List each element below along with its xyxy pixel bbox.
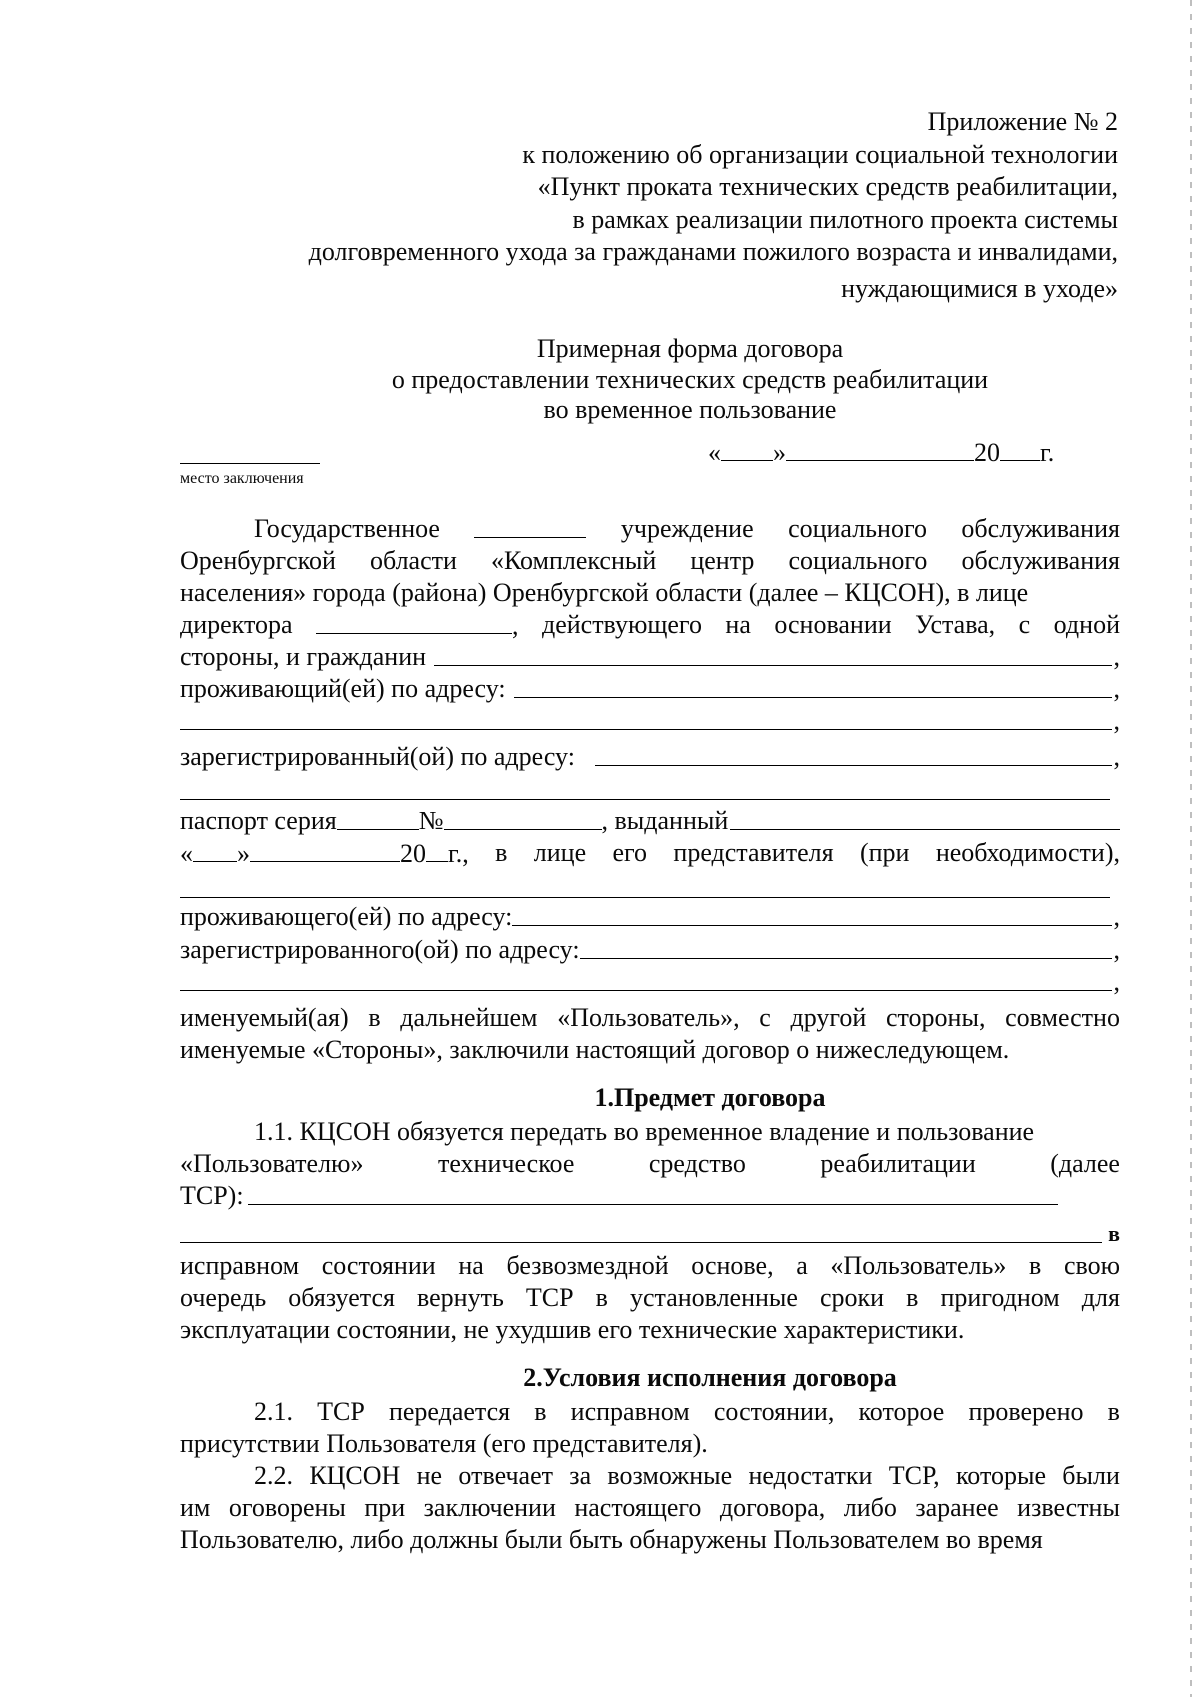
- comma: ,: [1113, 935, 1120, 964]
- word: действующего: [541, 610, 702, 639]
- rep-registration-blank-2: [180, 966, 1112, 991]
- year-prefix: 20: [974, 438, 1000, 467]
- word: обслуживания: [961, 514, 1120, 543]
- word: стороны,: [886, 1003, 986, 1032]
- word: для: [1081, 1283, 1120, 1312]
- word: обслуживания: [961, 546, 1120, 575]
- body-line: [180, 1250, 1120, 1282]
- word: не: [416, 1461, 443, 1490]
- word: социального: [788, 546, 928, 575]
- word: Государственное: [254, 514, 440, 543]
- word: состоянии,: [713, 1397, 835, 1426]
- comma: ,: [1113, 967, 1120, 996]
- word: области: [369, 546, 457, 575]
- scan-edge: [1190, 0, 1192, 1697]
- word: реабилитации: [820, 1149, 976, 1178]
- word: которые: [955, 1461, 1046, 1490]
- word: на: [725, 610, 751, 639]
- word: возможные: [607, 1461, 733, 1490]
- residence-label: проживающий(ей) по адресу:: [180, 674, 506, 703]
- body-line: [180, 545, 1120, 577]
- tsr-name-blank-2: [180, 1218, 1102, 1243]
- word: Устава,: [915, 610, 996, 639]
- year-blank: [1000, 436, 1040, 461]
- appendix-ref-line: нуждающимися в уходе»: [841, 273, 1118, 303]
- word: именуемый(ая): [180, 1003, 349, 1032]
- year-prefix: 20: [400, 839, 426, 868]
- residence-blank-2: [180, 705, 1112, 730]
- word: договора,: [719, 1493, 826, 1522]
- word: средство: [648, 1149, 746, 1178]
- word: в: [495, 838, 508, 867]
- body-line: именуемые «Стороны», заключили настоящий договор о нижеследующем.: [180, 1035, 1010, 1064]
- representative-blank: [180, 897, 1110, 898]
- place-blank: [180, 463, 320, 464]
- word: техническое: [438, 1149, 575, 1178]
- word: ТСР: [317, 1397, 365, 1426]
- comma: ,: [1113, 902, 1120, 931]
- body-line: [180, 934, 1120, 966]
- word: основе,: [691, 1251, 774, 1280]
- rep-registration-label: зарегистрированного(ой) по адресу:: [180, 935, 580, 964]
- body-line: населения» города (района) Оренбургской области (далее – КЦСОН), в лице: [180, 578, 1029, 607]
- issued-by-blank: [730, 805, 1120, 830]
- passport-number-blank: [444, 805, 602, 830]
- comma: ,: [1113, 674, 1120, 703]
- passport-series-blank: [337, 805, 419, 830]
- year-suffix: г.,: [448, 839, 469, 868]
- body-line: [180, 673, 1120, 705]
- title-line: во временное пользование: [543, 395, 837, 424]
- comma: ,: [512, 611, 519, 640]
- comma: ,: [1113, 742, 1120, 771]
- rep-residence-label: проживающего(ей) по адресу:: [180, 902, 513, 931]
- registration-blank: [595, 741, 1112, 766]
- word: сроки: [820, 1283, 885, 1312]
- year-suffix: г.: [1040, 438, 1055, 467]
- word: лице: [533, 838, 587, 867]
- word: совместно: [1005, 1003, 1120, 1032]
- word: с: [759, 1003, 771, 1032]
- word: которое: [858, 1397, 945, 1426]
- registration-blank-2: [180, 799, 1110, 800]
- body-line: [254, 1460, 1120, 1492]
- word: дальнейшем: [400, 1003, 538, 1032]
- passport-date-group: [180, 837, 469, 870]
- body-line: [180, 966, 1120, 998]
- date-line: [708, 436, 1054, 469]
- word: свою: [1063, 1251, 1120, 1280]
- issued-label: , выданный: [601, 806, 729, 835]
- comma: ,: [1113, 706, 1120, 735]
- word: очередь: [180, 1283, 267, 1312]
- passport-year-blank: [426, 837, 448, 862]
- word: на: [458, 1251, 484, 1280]
- word: были: [1062, 1461, 1120, 1490]
- appendix-ref-line: к положению об организации социальной технологии: [522, 139, 1118, 169]
- body-line: эксплуатации состоянии, не ухудшив его технические характеристики.: [180, 1315, 965, 1344]
- word: «Пользователь»: [830, 1251, 1007, 1280]
- appendix-ref-line: «Пункт проката технических средств реабилитации,: [537, 172, 1118, 201]
- body-line: [180, 641, 1120, 673]
- word: безвозмездной: [506, 1251, 669, 1280]
- word: в: [595, 1283, 608, 1312]
- word: ТСР,: [888, 1461, 940, 1490]
- word: обязуется: [288, 1283, 395, 1312]
- body-line: [180, 741, 1120, 773]
- quote: »: [237, 839, 250, 868]
- word: основании: [774, 610, 892, 639]
- type-blank: [474, 513, 586, 538]
- director-blank: [316, 609, 512, 634]
- body-line: [180, 805, 1120, 837]
- word: либо: [843, 1493, 897, 1522]
- body-line: [180, 1218, 1120, 1250]
- word: (далее: [1050, 1149, 1120, 1178]
- place-caption: место заключения: [180, 470, 304, 487]
- body-line: [180, 1002, 1120, 1034]
- rep-residence-blank: [512, 901, 1111, 926]
- word: состоянии: [321, 1251, 436, 1280]
- word: с: [1018, 610, 1031, 639]
- body-line: [254, 513, 1120, 545]
- tsr-name-blank: [248, 1180, 1058, 1205]
- director-blank-group: [316, 609, 519, 642]
- word: 2.1.: [254, 1397, 293, 1426]
- word: в: [1029, 1251, 1042, 1280]
- body-line: присутствии Пользователя (его представителя).: [180, 1429, 708, 1458]
- date-open-quote: «: [708, 438, 721, 467]
- day-blank: [721, 436, 773, 461]
- word: в: [1107, 1397, 1120, 1426]
- comma: ,: [1113, 642, 1120, 671]
- word: отвечает: [458, 1461, 553, 1490]
- residence-blank: [514, 673, 1112, 698]
- word: в: [1108, 1221, 1120, 1246]
- word: Оренбургской: [180, 546, 336, 575]
- word: исправном: [570, 1397, 690, 1426]
- body-line: [180, 609, 1120, 642]
- word: необходимости),: [935, 838, 1120, 867]
- word: а: [796, 1251, 808, 1280]
- body-line: [254, 1396, 1120, 1428]
- month-blank: [786, 436, 974, 461]
- word: центр: [690, 546, 755, 575]
- body-line: [180, 837, 1120, 870]
- word: заключении: [423, 1493, 556, 1522]
- word: им: [180, 1493, 211, 1522]
- registration-label: зарегистрированный(ой) по адресу:: [180, 742, 575, 771]
- document-title: [0, 334, 1200, 426]
- passport-month-blank: [250, 837, 400, 862]
- word: представителя: [673, 838, 834, 867]
- appendix-ref-line: в рамках реализации пилотного проекта системы: [572, 204, 1118, 234]
- citizen-label: стороны, и гражданин: [180, 642, 427, 671]
- word: «Пользователю»: [180, 1149, 364, 1178]
- word: (при: [859, 838, 910, 867]
- body-line: [180, 1282, 1120, 1314]
- word: в: [906, 1283, 919, 1312]
- word: директора: [180, 610, 293, 639]
- word: в: [368, 1003, 381, 1032]
- section-heading: 2.Условия исполнения договора: [523, 1363, 897, 1392]
- appendix-number: Приложение № 2: [927, 107, 1118, 136]
- word: передается: [388, 1397, 511, 1426]
- word: «Пользователь»,: [557, 1003, 740, 1032]
- word: пригодном: [940, 1283, 1060, 1312]
- passport-number-label: №: [418, 806, 444, 835]
- tsr-label: ТСР):: [180, 1181, 244, 1210]
- word: КЦСОН: [309, 1461, 401, 1490]
- word: 2.2.: [254, 1461, 293, 1490]
- body-line: Пользователю, либо должны были быть обнаружены Пользователем во время: [180, 1525, 1043, 1554]
- body-line: [180, 705, 1120, 737]
- citizen-name-blank: [434, 641, 1111, 666]
- body-line: [180, 901, 1120, 933]
- appendix-header: [118, 106, 1118, 305]
- word: социального: [788, 514, 927, 543]
- rep-registration-blank: [580, 934, 1112, 959]
- word: известны: [1017, 1493, 1120, 1522]
- appendix-ref-line: долговременного ухода за гражданами пожилого возраста и инвалидами,: [308, 237, 1118, 266]
- word: проверено: [968, 1397, 1084, 1426]
- word: его: [612, 838, 648, 867]
- section-heading: 1.Предмет договора: [594, 1083, 826, 1112]
- body-line: [180, 1148, 1120, 1180]
- body-line: [180, 1180, 1120, 1212]
- word: настоящего: [574, 1493, 702, 1522]
- word: ТСР: [525, 1283, 574, 1312]
- word: учреждение: [620, 514, 754, 543]
- word: в: [534, 1397, 547, 1426]
- passport-series-label: паспорт серия: [180, 806, 337, 835]
- word: при: [364, 1493, 406, 1522]
- passport-day-blank: [193, 837, 237, 862]
- word: недостатки: [748, 1461, 873, 1490]
- word: оговорены: [228, 1493, 346, 1522]
- word: вернуть: [417, 1283, 504, 1312]
- word: одной: [1053, 610, 1120, 639]
- date-close-quote: »: [773, 438, 786, 467]
- title-line: о предоставлении технических средств реабилитации: [391, 364, 989, 394]
- word: за: [569, 1461, 592, 1490]
- body-line: 1.1. КЦСОН обязуется передать во временное владение и пользование: [254, 1117, 1035, 1146]
- word: исправном: [180, 1251, 300, 1280]
- word: другой: [790, 1003, 867, 1032]
- word: «Комплексный: [490, 546, 657, 575]
- body-line: [180, 1492, 1120, 1524]
- word: установленные: [629, 1283, 798, 1312]
- quote: «: [180, 839, 193, 868]
- word: заранее: [915, 1493, 999, 1522]
- title-line: Примерная форма договора: [536, 334, 844, 363]
